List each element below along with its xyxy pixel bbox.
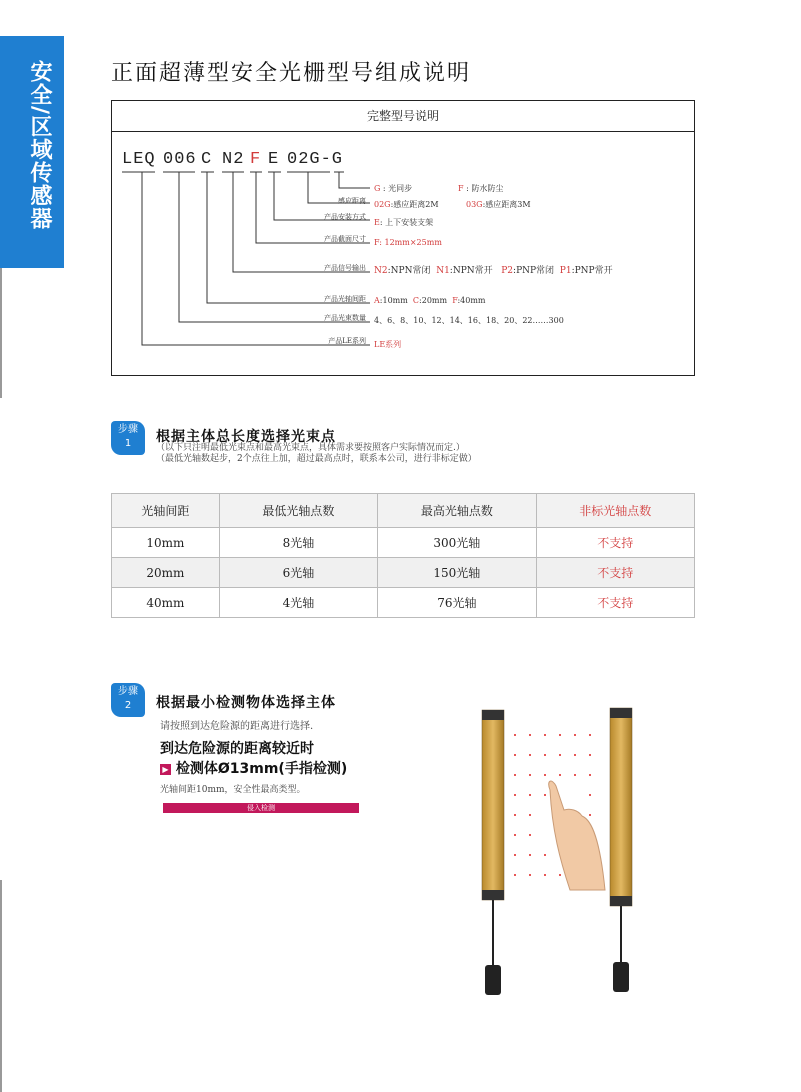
- label-mount: 产品安装方式: [324, 213, 366, 221]
- step2-badge-label: 步骤: [118, 686, 138, 697]
- play-marker-icon: ▶: [160, 764, 171, 775]
- model-code-header: 完整型号说明: [112, 101, 694, 132]
- step2-detect-text: 检测体Ø13mm(手指检测): [175, 761, 348, 777]
- step2-instruction: 请按照到达危险源的距离进行选择.: [160, 721, 314, 732]
- step1-badge-label: 步骤: [118, 424, 138, 435]
- table-row: [112, 588, 695, 618]
- label-section: 产品截面尺寸: [324, 235, 366, 243]
- code-part-mount: E: [268, 150, 280, 169]
- cell-min: 8光轴: [219, 528, 377, 558]
- step1-note-2: （最低光轴数起步，2个点往上加，超过最高点时，联系本公司，进行非标定做）: [156, 454, 477, 464]
- code-part-pitch: C: [201, 150, 213, 169]
- label-beams: 产品光束数量: [324, 314, 366, 322]
- label-signal: 产品信号输出: [324, 264, 366, 272]
- step2-title: 根据最小检测物体选择主体: [156, 695, 336, 711]
- cell-min: 4光轴: [219, 588, 377, 618]
- cell-custom: 不支持: [536, 558, 694, 588]
- cell-max: 76光轴: [378, 588, 536, 618]
- cell-pitch: 40mm: [112, 588, 220, 618]
- step1-title: 根据主体总长度选择光束点: [156, 429, 336, 445]
- table-row: [112, 558, 695, 588]
- spec-table: [111, 493, 695, 618]
- light-curtain-illustration: [460, 690, 680, 1020]
- step1-badge: [111, 421, 145, 455]
- cell-pitch: 20mm: [112, 558, 220, 588]
- step1-note-1: （以下只注明最低光束点和最高光束点，具体需求要按照客户实际情况而定.）: [156, 443, 465, 453]
- step2-description: 光轴间距10mm，安全性最高类型。: [160, 785, 306, 795]
- value-beams: 4、6、8、10、12、14、16、18、20、22……300: [374, 316, 564, 325]
- table-row: [112, 528, 695, 558]
- cell-max: 300光轴: [378, 528, 536, 558]
- cell-pitch: 10mm: [112, 528, 220, 558]
- cell-max: 150光轴: [378, 558, 536, 588]
- finger-hand-icon: [549, 781, 605, 890]
- label-pitch: 产品光轴间距: [324, 295, 366, 303]
- value-mount: E: 上下安装支架: [374, 218, 434, 227]
- code-part-signal: N2: [222, 150, 245, 169]
- step1-badge-number: 1: [124, 438, 132, 449]
- cell-custom: 不支持: [536, 528, 694, 558]
- value-range-03g: 03G:感应距离3M: [466, 200, 531, 209]
- header-custom: 非标光轴点数: [536, 494, 694, 528]
- code-part-series: LEQ: [122, 150, 156, 169]
- value-series: LE系列: [374, 340, 402, 349]
- side-category-label: 安全/区域传感器: [27, 60, 52, 231]
- step2-detect-row: [160, 758, 347, 778]
- header-pitch: 光轴间距: [112, 494, 220, 528]
- page-title: 正面超薄型安全光栅型号组成说明: [111, 61, 472, 86]
- cell-custom: 不支持: [536, 588, 694, 618]
- code-part-beams: 006: [163, 150, 197, 169]
- step2-badge-number: 2: [124, 700, 132, 711]
- intrusion-detection-bar: 侵入检测: [163, 803, 359, 813]
- cell-min: 6光轴: [219, 558, 377, 588]
- value-signal: N2:NPN常闭 N1:NPN常开 P2:PNP常闭 P1:PNP常开: [374, 266, 613, 276]
- left-border-line-lower: [0, 880, 2, 1092]
- label-series: 产品LE系列: [328, 337, 366, 345]
- code-part-section: F: [250, 150, 262, 169]
- label-range: 感应距离: [338, 197, 366, 205]
- step2-badge: [111, 683, 145, 717]
- header-max: 最高光轴点数: [378, 494, 536, 528]
- code-part-range: 02G-G: [287, 150, 344, 169]
- value-sync-g: G : 光同步: [374, 184, 413, 193]
- value-pitch: A:10mm C:20mm F:40mm: [374, 296, 486, 305]
- step2-heading: 到达危险源的距离较近时: [160, 741, 314, 757]
- header-min: 最低光轴点数: [219, 494, 377, 528]
- value-sync-f: F : 防水防尘: [458, 184, 504, 193]
- value-section: F: 12mm×25mm: [374, 238, 442, 247]
- value-range-02g: 02G:感应距离2M: [374, 200, 439, 209]
- spec-table-header: [112, 494, 695, 528]
